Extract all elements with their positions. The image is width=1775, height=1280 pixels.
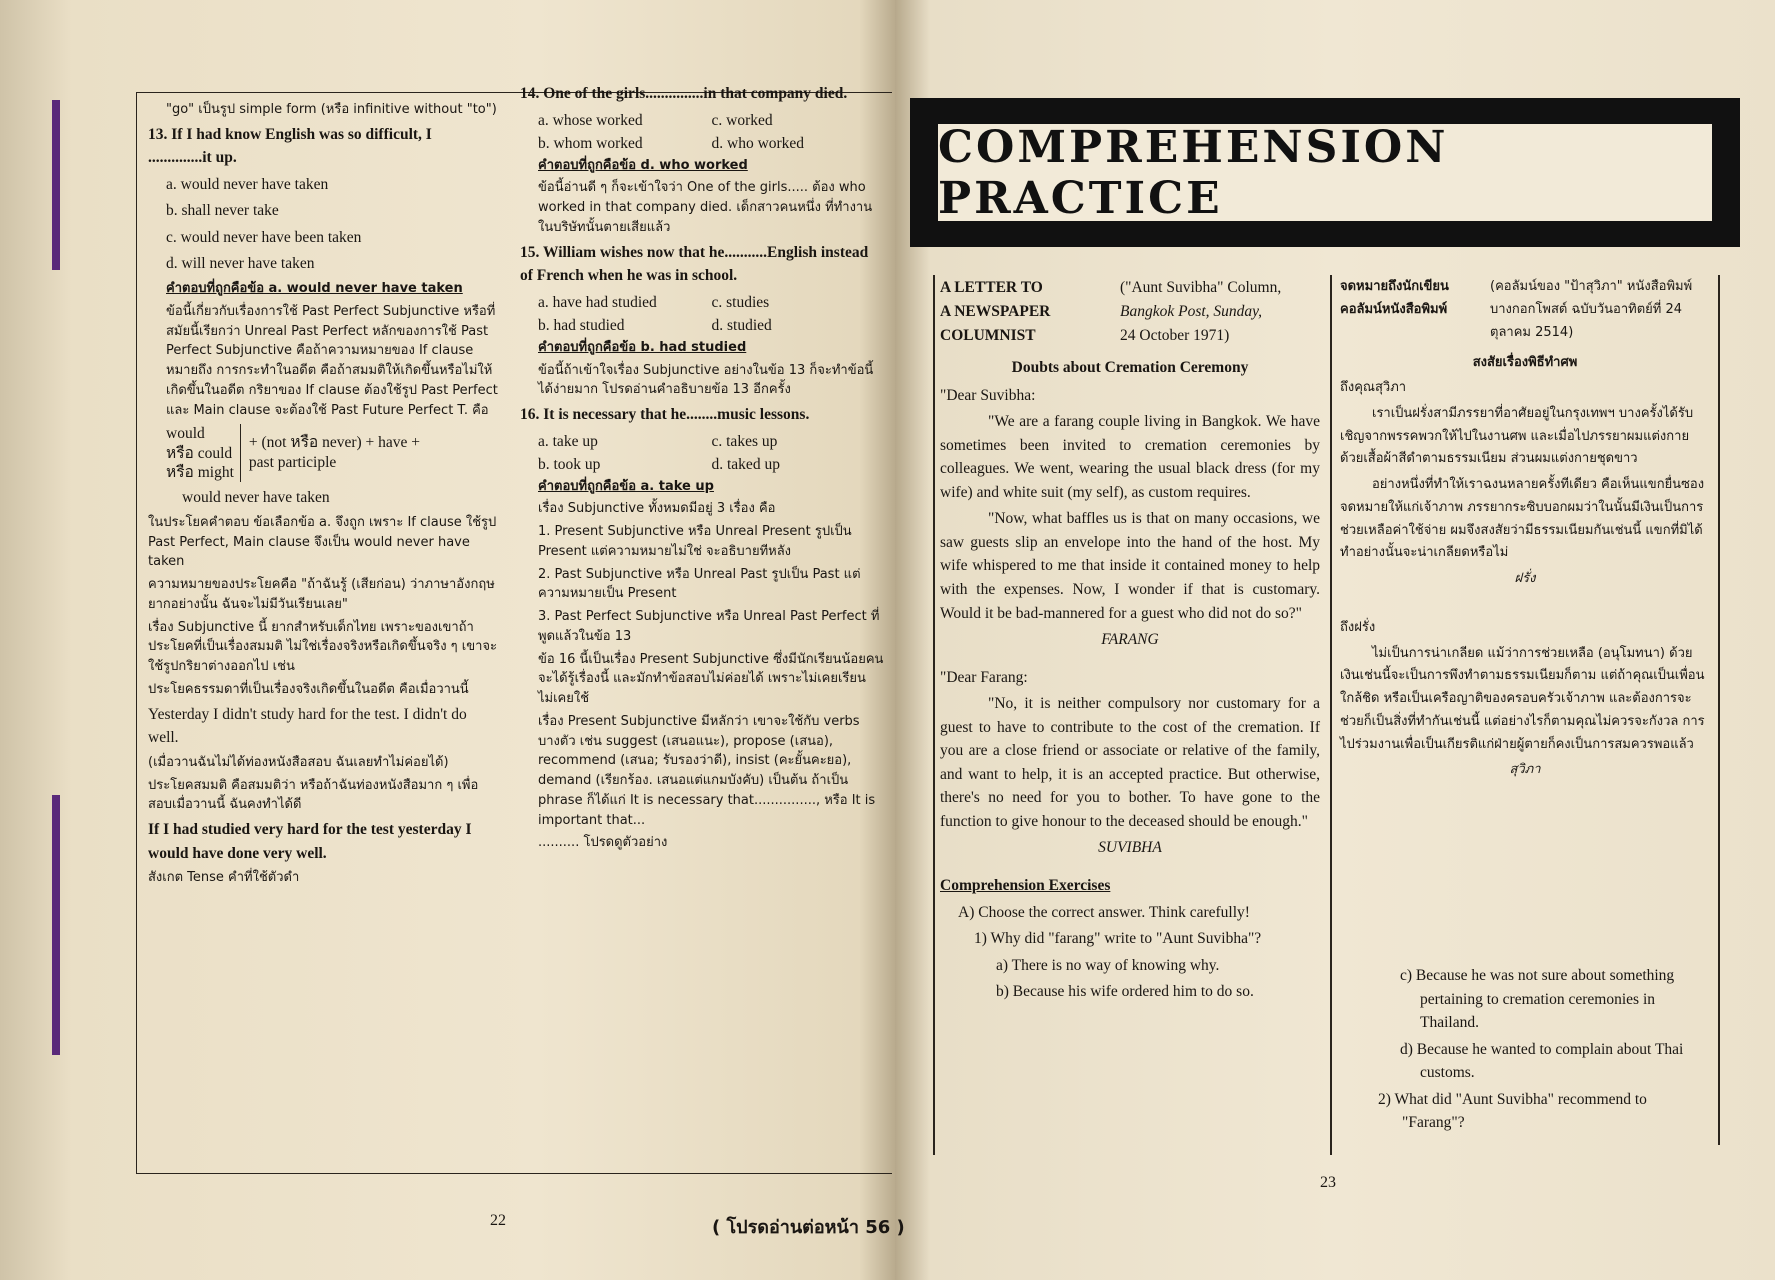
tense-note: สังเกต Tense คำที่ใช้ตัวดำ — [148, 870, 300, 886]
q15-option-d: d. studied — [711, 317, 772, 335]
source-line-2: Bangkok Post, Sunday, — [1120, 303, 1263, 321]
q14-explanation: ข้อนี้อ่านดี ๆ ก็จะเข้าใจว่า One of the girls..... ต้อง who worked in that company died. เด็กสาวคนหนึ่ง ที่ทำงานในบริษัทนั้นตายเสียแล้ว — [538, 180, 873, 235]
salutation-2: "Dear Farang: — [940, 668, 1028, 686]
exercise-q1-option-b: b) Because his wife ordered him to do so. — [996, 983, 1254, 1001]
purple-tab-top — [52, 100, 60, 270]
source-line-3: 24 October 1971) — [1120, 327, 1230, 345]
example-2-intro: ประโยคสมมติ คือสมมติว่า หรือถ้าฉันท่องหนังสือมาก ๆ เพื่อสอบเมื่อวานนี้ ฉันคงทำได้ดี — [148, 777, 479, 813]
header-line-1: A LETTER TO — [940, 279, 1043, 296]
header-line-2: A NEWSPAPER — [940, 303, 1051, 321]
q13-explanation-4: เรื่อง Subjunctive นี้ ยากสำหรับเด็กไทย เพราะของเขาถ้าประโยคที่เป็นเรื่องสมมติ ไม่ใช่เรื่องจริงหรือเกิดขึ้นจริง ๆ เขาจะใช้รูปกริยาต่างออกไป เช่น — [148, 619, 498, 675]
exercise-q1-option-a: a) There is no way of knowing why. — [996, 956, 1220, 974]
thai-source-line-2: บางกอกโพสต์ ฉบับวันอาทิตย์ที่ 24 — [1490, 301, 1683, 317]
thai-signature-farang: ฝรั่ง — [1514, 571, 1536, 586]
question-13: 13. If I had know English was so difficult, I ..............it up. — [148, 125, 432, 167]
formula-block — [148, 424, 498, 482]
thai-header-left — [1340, 276, 1449, 344]
question-14: 14. One of the girls...............in that company died. — [520, 85, 848, 102]
question-15: 15. William wishes now that he...........English instead of French when he was in school. — [520, 243, 869, 285]
source-line-1: ("Aunt Suvibha" Column, — [1120, 279, 1282, 296]
formula-could: หรือ could — [166, 444, 233, 462]
q16-options — [520, 430, 885, 477]
english-header — [940, 276, 1320, 348]
q15-option-a: a. have had studied — [538, 293, 657, 311]
thai-paragraph-2: อย่างหนึ่งที่ทำให้เราฉงนหลายครั้งทีเดียว คือเห็นแขกยื่นซองจดหมายให้แก่เจ้าภาพ ภรรยากระซิบบอกผมว่าในนั้นมีเงินเป็นการช่วยเหลือค่าใช้จ่าย ผมจึงสงสัยว่ามีธรรมเนียมกันเช่นนี้ แขกที่มิได้ทำอย่างนั้นจะน่าเกลียดหรือไม่ — [1340, 477, 1705, 561]
q16-option-c: c. takes up — [711, 432, 778, 450]
q13-explanation-3: ความหมายของประโยคคือ "ถ้าฉันรู้ (เสียก่อน) ว่าภาษาอังกฤษยากอย่างนั้น ฉันจะไม่มีวันเรียนเลย" — [148, 577, 495, 612]
exercise-q1-option-c: c) Because he was not sure about something pertaining to cremation ceremonies in Thailand. — [1400, 967, 1675, 1032]
q14-answer: คำตอบที่ถูกคือข้อ d. who worked — [538, 157, 748, 173]
formula-might: หรือ might — [166, 464, 234, 482]
formula-right: + (not หรือ never) + have + past participle — [248, 434, 421, 472]
signature-suvibha: SUVIBHA — [1098, 839, 1162, 857]
header-line-3: COLUMNIST — [940, 327, 1036, 345]
exercises-heading: Comprehension Exercises — [940, 876, 1111, 894]
thai-paragraph-3: ไม่เป็นการน่าเกลียด แม้ว่าการช่วยเหลือ (อนุโมทนา) ด้วยเงินเช่นนี้จะเป็นการพึงทำตามธรรมเนียมก็ตาม แต่ถ้าคุณเป็นเพื่อนใกล้ชิด หรือเป็นเครือญาติของครอบครัวเจ้าภาพ และต้องการจะช่วยก็เป็นสิ่งที่ทำกันเช่นนี้ แต่อย่างไรก็ตามคุณไม่ควรจะกังวล การไปร่วมงานเพื่อเป็นเกียรติแก่ฝ่ายผู้ตายก็คงเป็นการสมควรพอแล้ว — [1340, 645, 1705, 752]
thai-source-line-1: (คอลัมน์ของ "ป้าสุวิภา" หนังสือพิมพ์ — [1490, 279, 1693, 294]
q15-answer: คำตอบที่ถูกคือข้อ b. had studied — [538, 339, 747, 355]
letter-title: Doubts about Cremation Ceremony — [1011, 359, 1249, 377]
left-column-2 — [520, 82, 885, 856]
example-2: If I had studied very hard for the test yesterday I would have done very well. — [148, 821, 472, 862]
thai-header — [1340, 276, 1710, 344]
exercise-q1-option-d: d) Because he wanted to complain about Thai customs. — [1400, 1040, 1684, 1082]
q15-option-b: b. had studied — [538, 317, 625, 335]
english-header-right — [1120, 276, 1320, 348]
q16-explanation-3: .......... โปรดดูตัวอย่าง — [538, 835, 668, 851]
purple-tab-bottom — [52, 795, 60, 1055]
formula-example: would never have taken — [182, 489, 330, 507]
q16-point-2: 2. Past Subjunctive หรือ Unreal Past รูปเป็น Past แต่ความหมายเป็น Present — [538, 566, 861, 602]
thai-header-right — [1490, 276, 1710, 344]
reply-paragraph: "No, it is neither compulsory nor customary for a guest to have to contribute to the cost of the cremation. If you are a close friend or associate or relative of the family, and want to help, it is an accepted practice. But otherwise, there's no need for you to bother. To have gone to the function to give honour to the deceased should be enough." — [940, 695, 1320, 830]
formula-would: would — [166, 425, 205, 443]
right-frame-left-rule — [933, 275, 935, 1155]
exercise-question-1: 1) Why did "farang" write to "Aunt Suvibha"? — [974, 930, 1262, 948]
thai-source-line-3: ตุลาคม 2514) — [1490, 324, 1574, 340]
thai-paragraph-1: เราเป็นฝรั่งสามีภรรยาที่อาศัยอยู่ในกรุงเทพฯ บางครั้งได้รับเชิญจากพรรคพวกให้ไปในงานศพ และเมื่อไปภรรยาผมแต่งกายด้วยเสื้อผ้าสีดำตามธรรมเนียม ส่วนผมแต่งกายชุดขาว — [1340, 405, 1694, 467]
q16-explanation-2: เรื่อง Present Subjunctive มีหลักว่า เขาจะใช้กับ verbs บางตัว เช่น suggest (เสนอแนะ), propose (เสนอ), recommend (เสนอ; รับรองว่าดี), insist (คะยั้นคะยอ), demand (เรียกร้อง. เสนอแต่แกมบังคับ) เป็นต้น ถ้าเป็น phrase ก็ได้แก่ It is necessary that..............., หรือ It is important that... — [538, 713, 876, 828]
q13-answer: คำตอบที่ถูกคือข้อ a. would never have taken — [166, 281, 463, 297]
question-16: 16. It is necessary that he........music lessons. — [520, 406, 810, 424]
english-header-left — [940, 276, 1050, 348]
q16-point-1: 1. Present Subjunctive หรือ Unreal Present รูปเป็น Present แต่ความหมายไม่ใช่ จะอธิบายทีหลัง — [538, 524, 852, 559]
thai-header-line-2: คอลัมน์หนังสือพิมพ์ — [1340, 301, 1448, 317]
signature-farang: FARANG — [1101, 631, 1159, 649]
salutation-1: "Dear Suvibha: — [940, 386, 1036, 404]
letter-paragraph-1: "We are a farang couple living in Bangkok. We have sometimes been invited to cremation ceremonies by colleagues. We went, wearing the usual black dress (for my wife) and white suit (my self), as custom requires. — [940, 413, 1320, 501]
left-column-1 — [148, 100, 498, 891]
thai-salutation-1: ถึงคุณสุวิภา — [1340, 380, 1407, 395]
q13-option-a: a. would never have taken — [166, 175, 329, 193]
thai-header-line-1: จดหมายถึงนักเขียน — [1340, 279, 1449, 294]
intro-text: "go" เป็นรูป simple form (หรือ infinitive without "to") — [166, 102, 497, 117]
q13-explanation-1: ข้อนี้เกี่ยวกับเรื่องการใช้ Past Perfect Subjunctive หรือที่สมัยนี้เรียกว่า Unreal Past Perfect หลักของการใช้ Past Perfect Subjunctive คือถ้าความหมายของ If clause หมายถึง การกระทำในอดีต คือถ้าสมมติให้เกิดขึ้นหรือไม่ให้เกิดขึ้นในอดีต กริยาของ If clause ต้องใช้รูป Past Perfect และ Main clause จะต้องใช้ Past Future Perfect T. คือ — [166, 303, 498, 418]
formula-left — [166, 424, 241, 482]
exercise-question-2: 2) What did "Aunt Suvibha" recommend to "Farang"? — [1378, 1090, 1647, 1132]
q16-option-b: b. took up — [538, 456, 601, 474]
q14-option-d: d. who worked — [711, 135, 805, 153]
thai-column — [1340, 276, 1710, 785]
right-page-number: 23 — [1320, 1174, 1336, 1191]
q15-options — [520, 291, 885, 338]
q13-option-c: c. would never have been taken — [166, 228, 362, 246]
thai-title: สงสัยเรื่องพิธีทำศพ — [1472, 355, 1578, 371]
title-banner-inner — [936, 122, 1714, 223]
q13-option-d: d. will never have taken — [166, 255, 315, 273]
q15-explanation: ข้อนี้ถ้าเข้าใจเรื่อง Subjunctive อย่างในข้อ 13 ก็จะทำข้อนี้ได้ง่ายมาก โปรดอ่านคำอธิบายข้อ 13 อีกครั้ง — [538, 362, 874, 398]
example-1-thai: (เมื่อวานฉันไม่ได้ท่องหนังสือสอบ ฉันเลยทำไม่ค่อยได้) — [148, 754, 449, 770]
continue-note: ( โปรดอ่านต่อหน้า 56 ) — [712, 1217, 905, 1238]
letter-paragraph-2: "Now, what baffles us is that on many occasions, we saw guests slip an envelope into the hand of the host. My wife whispered to me that inside it contained money to help with the expenses. Now, I wonder if that is customary. Would it be bad-mannered for a guest who did not do so?" — [940, 510, 1320, 622]
q13-explanation-2: ในประโยคคำตอบ ข้อเลือกข้อ a. จึงถูก เพราะ If clause ใช้รูป Past Perfect, Main clause จึงเป็น would never have taken — [148, 514, 497, 570]
q16-point-3: 3. Past Perfect Subjunctive หรือ Unreal Past Perfect ที่พูดแล้วในข้อ 13 — [538, 609, 880, 644]
q13-explanation-5: ประโยคธรรมดาที่เป็นเรื่องจริงเกิดขึ้นในอดีต คือเมื่อวานนี้ — [148, 681, 469, 697]
right-frame-right-rule — [1718, 275, 1720, 1145]
left-col-divider — [508, 92, 510, 1172]
q14-option-c: c. worked — [711, 111, 773, 129]
q16-explanation-1: ข้อ 16 นี้เป็นเรื่อง Present Subjunctive ซึ่งมีนักเรียนน้อยคนจะได้รู้เรื่องนี้ และมักทำข้อสอบไม่ค่อยได้ เพราะไม่เคยเรียน ไม่เคยใช้ — [538, 651, 884, 707]
q13-option-b: b. shall never take — [166, 202, 279, 220]
title-banner — [910, 98, 1740, 247]
english-column — [940, 276, 1320, 1007]
q16-option-a: a. take up — [538, 432, 598, 450]
q14-options — [520, 109, 885, 156]
thai-salutation-2: ถึงฝรั่ง — [1340, 619, 1376, 635]
right-center-rule — [1330, 275, 1332, 1155]
example-1: Yesterday I didn't study hard for the test. I didn't do well. — [148, 705, 467, 747]
q16-answer: คำตอบที่ถูกคือข้อ a. take up — [538, 478, 714, 494]
q14-option-a: a. whose worked — [538, 111, 643, 129]
exercise-a-instruction: A) Choose the correct answer. Think carefully! — [958, 903, 1250, 921]
q15-option-c: c. studies — [711, 293, 770, 311]
q16-option-d: d. taked up — [711, 456, 780, 474]
exercise-continued — [1378, 964, 1710, 1138]
left-page-number: 22 — [490, 1212, 506, 1229]
banner-title: COMPREHENSION PRACTICE — [938, 121, 1449, 224]
q16-intro: เรื่อง Subjunctive ทั้งหมดมีอยู่ 3 เรื่อง คือ — [538, 501, 776, 517]
thai-signature-suvibha: สุวิภา — [1509, 762, 1541, 778]
q14-option-b: b. whom worked — [538, 135, 643, 153]
